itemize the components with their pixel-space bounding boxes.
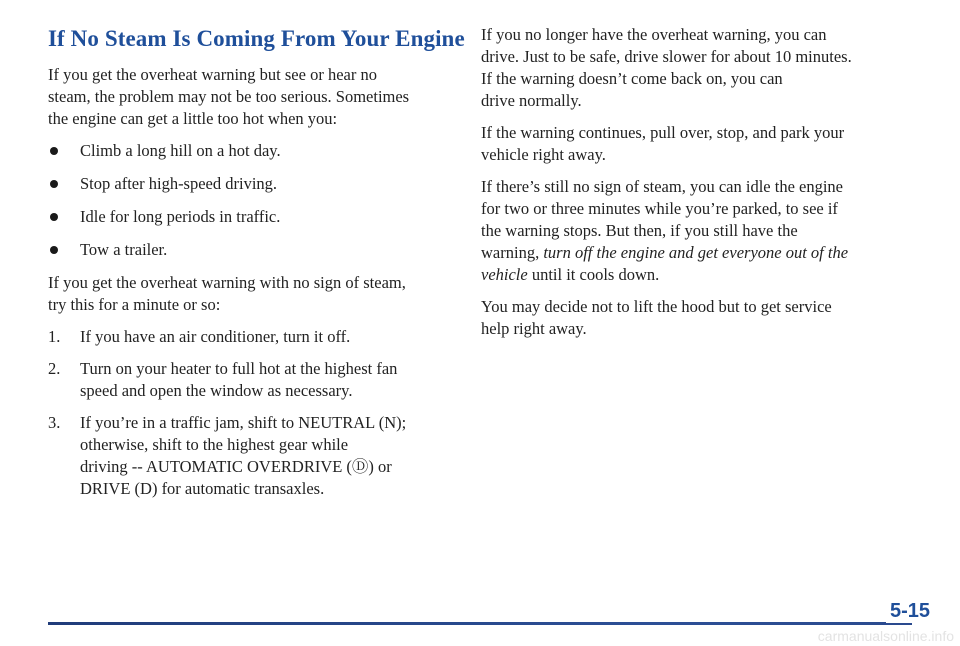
text-line: help right away.	[481, 319, 587, 338]
intro-line: steam, the problem may not be too serious. Sometimes	[48, 87, 410, 106]
bullet-text: Tow a trailer.	[80, 240, 168, 259]
step-text: speed and open the window as necessary.	[80, 381, 353, 400]
list-item	[48, 206, 468, 228]
text-line: drive. Just to be safe, drive slower for about 10 minutes.	[481, 47, 852, 66]
left-column	[48, 24, 468, 510]
list-item	[48, 140, 468, 162]
bullet-text: Idle for long periods in traffic.	[80, 207, 281, 226]
footer-rule	[48, 622, 912, 625]
section-heading: If No Steam Is Coming From Your Engine	[48, 26, 465, 51]
paragraph-no-steam-idle	[481, 176, 931, 286]
bullet-text: Climb a long hill on a hot day.	[80, 141, 281, 160]
list-item	[48, 173, 468, 195]
text-line: If the warning continues, pull over, stop, and park your	[481, 123, 845, 142]
text-line: If the warning doesn’t come back on, you can	[481, 69, 783, 88]
list-item	[48, 239, 468, 261]
text-line: for two or three minutes while you’re parked, to see if	[481, 199, 838, 218]
step-item	[48, 412, 468, 500]
step-text: DRIVE (D) for automatic transaxles.	[80, 479, 325, 498]
step-number: 2.	[48, 359, 61, 378]
text-line: the warning stops. But then, if you still have the	[481, 221, 798, 240]
step-text: otherwise, shift to the highest gear while	[80, 435, 349, 454]
text-line: You may decide not to lift the hood but to get service	[481, 297, 832, 316]
second-paragraph	[48, 272, 468, 316]
step-text: If you have an air conditioner, turn it off.	[80, 327, 351, 346]
text-line: If you no longer have the overheat warning, you can	[481, 25, 827, 44]
step-item	[48, 358, 468, 402]
step-text: If you’re in a traffic jam, shift to NEUTRAL (N);	[80, 413, 407, 432]
emphasis-text: turn off the engine and get everyone out of the	[543, 243, 849, 262]
intro-paragraph	[48, 64, 468, 130]
emphasis-text: vehicle	[481, 265, 528, 284]
intro-line: the engine can get a little too hot when you:	[48, 109, 338, 128]
right-column	[481, 24, 931, 350]
watermark-text: carmanualsonline.info	[817, 628, 954, 644]
step-number: 1.	[48, 327, 61, 346]
paragraph-service	[481, 296, 931, 340]
bullet-icon	[50, 147, 58, 155]
second-line: try this for a minute or so:	[48, 295, 221, 314]
step-text: driving -- AUTOMATIC OVERDRIVE (Ⓓ) or	[80, 457, 392, 476]
intro-line: If you get the overheat warning but see or hear no	[48, 65, 377, 84]
bullet-icon	[50, 213, 58, 221]
step-item	[48, 326, 468, 348]
conditions-list	[48, 140, 468, 261]
text-line: If there’s still no sign of steam, you can idle the engine	[481, 177, 843, 196]
bullet-icon	[50, 180, 58, 188]
text-line: until it cools down.	[527, 265, 660, 284]
paragraph-warning-continues	[481, 122, 931, 166]
steps-list	[48, 326, 468, 500]
paragraph-no-longer-warning	[481, 24, 931, 112]
text-line: warning,	[481, 243, 544, 262]
bullet-text: Stop after high-speed driving.	[80, 174, 278, 193]
page-number: 5-15	[886, 600, 930, 623]
second-line: If you get the overheat warning with no sign of steam,	[48, 273, 406, 292]
text-line: vehicle right away.	[481, 145, 606, 164]
step-text: Turn on your heater to full hot at the highest fan	[80, 359, 398, 378]
text-line: drive normally.	[481, 91, 582, 110]
step-number: 3.	[48, 413, 61, 432]
bullet-icon	[50, 246, 58, 254]
